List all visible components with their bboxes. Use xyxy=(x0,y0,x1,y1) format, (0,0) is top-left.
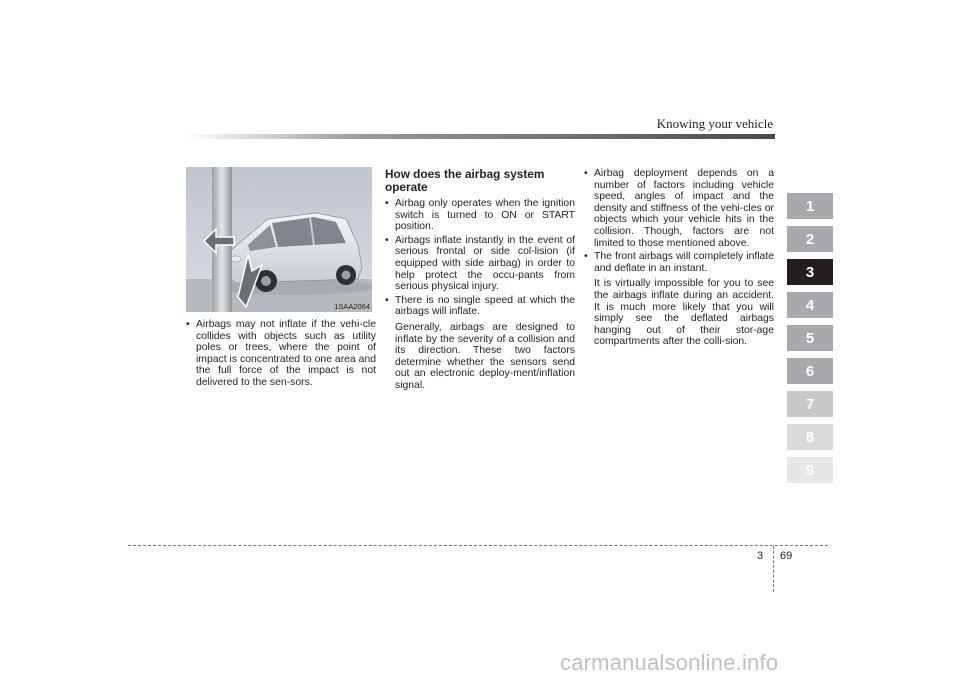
list-item: • There is no single speed at which the airbags will inflate. xyxy=(385,295,575,318)
chapter-tab-label: 9 xyxy=(805,461,815,479)
chapter-tab-1[interactable] xyxy=(787,193,833,219)
column-1 xyxy=(186,319,376,391)
footer-divider xyxy=(773,546,774,592)
chapter-tab-8[interactable] xyxy=(787,424,833,450)
car-collision-drawing xyxy=(186,167,372,312)
chapter-tabs xyxy=(787,193,833,490)
page-section: 3 xyxy=(757,550,764,562)
chapter-tab-9[interactable] xyxy=(787,457,833,483)
chapter-tab-label: 8 xyxy=(805,428,815,446)
chapter-tab-label: 1 xyxy=(805,197,815,215)
chapter-tab-2[interactable] xyxy=(787,226,833,252)
footer-rule xyxy=(128,545,828,546)
car-pole-illustration xyxy=(186,167,372,312)
chapter-tab-4[interactable] xyxy=(787,292,833,318)
section-heading: How does the airbag system operate xyxy=(385,167,545,194)
header-rule xyxy=(185,134,775,139)
list-item: • Airbags inflate instantly in the event of serious frontal or side col-lision (if equipped with side airbag) in order to help protect the occu-pants from serious physical injury. xyxy=(385,235,575,293)
sub-paragraph: It is virtually impossible for you to see the airbags inflate during an accident. It is much more likely that you will simply see the deflated airbags hanging out of their stor-age compartments after the colli-sion. xyxy=(594,278,774,348)
chapter-tab-5[interactable] xyxy=(787,325,833,351)
figure-code: 1SAA2064 xyxy=(334,302,370,311)
watermark: carmanualsonline.info xyxy=(560,650,779,675)
chapter-tab-label: 6 xyxy=(805,362,815,380)
list-item: • Airbag deployment depends on a number of factors including vehicle speed, angles of impact and the density and stiffness of the vehi-cles or objects which your vehicle hits in the collision. Though, factors are not limited to those mentioned above. xyxy=(584,168,774,249)
chapter-tab-label: 5 xyxy=(805,329,815,347)
list-item: • Airbag only operates when the ignition switch is turned to ON or START position. xyxy=(385,198,575,233)
page-number: 69 xyxy=(780,550,793,562)
header-title: Knowing your vehicle xyxy=(656,116,773,131)
sub-paragraph: Generally, airbags are designed to inflate by the severity of a collision and its direction. These two factors determine whether the sensors send out an electronic deploy-ment/inflation signal. xyxy=(395,321,575,391)
column-3 xyxy=(584,168,774,350)
chapter-tab-label: 4 xyxy=(805,296,815,314)
list-item: • The front airbags will completely inflate and deflate in an instant. xyxy=(584,251,774,274)
chapter-tab-label: 3 xyxy=(805,263,815,281)
chapter-tab-3[interactable] xyxy=(787,259,833,285)
list-item: • Airbags may not inflate if the vehi-cle collides with objects such as utility poles or trees, where the point of impact is concentrated to one area and the full force of the impact is not delivered to the sen-sors. xyxy=(186,319,376,389)
chapter-tab-label: 2 xyxy=(805,230,815,248)
column-2 xyxy=(385,168,575,394)
chapter-tab-label: 7 xyxy=(805,395,815,413)
chapter-tab-6[interactable] xyxy=(787,358,833,384)
chapter-tab-7[interactable] xyxy=(787,391,833,417)
